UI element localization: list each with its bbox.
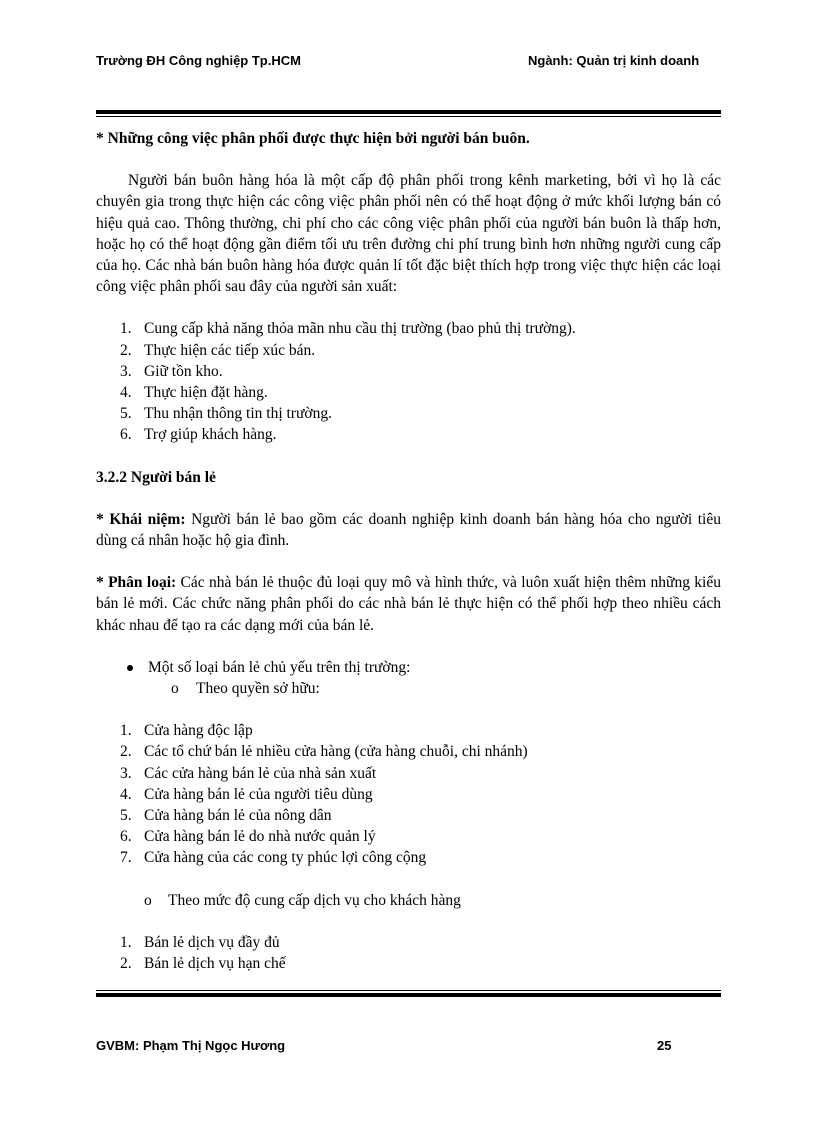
subsection-title: 3.2.2 Người bán lẻ bbox=[96, 468, 216, 486]
list-item: 4. Cửa hàng bán lẻ của người tiêu dùng bbox=[120, 785, 373, 803]
list-item: 1. Bán lẻ dịch vụ đầy đủ bbox=[120, 933, 280, 951]
sub-bullet-service-level: o Theo mức độ cung cấp dịch vụ cho khách hàng bbox=[144, 891, 461, 909]
list-item: 6. Cửa hàng bán lẻ do nhà nước quản lý bbox=[120, 828, 376, 846]
list-item: 2. Bán lẻ dịch vụ hạn chế bbox=[120, 955, 286, 973]
footer-lecturer: GVBM: Phạm Thị Ngọc Hương bbox=[96, 1038, 286, 1053]
footer-rule-thin bbox=[96, 990, 721, 991]
list-item: 7. Cửa hàng của các cong ty phúc lợi công cộng bbox=[120, 849, 427, 867]
page-body bbox=[96, 128, 721, 974]
service-level-list bbox=[96, 932, 721, 974]
paragraph-classification: * Phân loại: Các nhà bán lẻ thuộc đủ loại quy mô và hình thức, và luôn xuất hiện thêm những kiểu bán lẻ mới. Các chức năng phân phối do các nhà bán lẻ thực hiện có thể phối hợp theo nhiều cách khác nhau để tạo ra các dạng mới của bán lẻ. bbox=[96, 574, 721, 634]
list-item: 1. Cung cấp khả năng thỏa mãn nhu cầu thị trường (bao phủ thị trường). bbox=[120, 320, 576, 338]
bullet-item: Một số loại bán lẻ chủ yếu trên thị trường: bbox=[96, 657, 721, 678]
wholesaler-task-list bbox=[96, 318, 721, 445]
paragraph-wholesaler: Người bán buôn hàng hóa là một cấp độ phân phối trong kênh marketing, bởi vì họ là các chuyên gia trong thực hiện các công việc phân phối nên có thể hoạt động ở mức khối lượng bán có hiệu quả cao. Thông thường, chi phí cho các công việc phân phối của người bán buôn là thấp hơn, hoặc họ có thể hoạt động gần điểm tối ưu trên đường chi phí trung bình hơn những người cung cấp của họ. Các nhà bán buôn hàng hóa được quản lí tốt đặc biệt thích hợp trong việc thực hiện các loại công việc phân phối sau đây của người sản xuất: bbox=[96, 172, 721, 296]
header-school: Trường ĐH Công nghiệp Tp.HCM bbox=[96, 53, 301, 68]
list-item: 3. Giữ tồn kho. bbox=[120, 362, 223, 380]
header-major: Ngành: Quản trị kinh doanh bbox=[528, 53, 700, 68]
bullet-dot-icon bbox=[127, 665, 133, 671]
footer-rule-thick bbox=[96, 993, 721, 997]
ownership-list bbox=[96, 720, 721, 868]
list-item: 4. Thực hiện đặt hàng. bbox=[120, 384, 268, 402]
list-item: 3. Các cửa hàng bán lẻ của nhà sản xuất bbox=[120, 764, 377, 782]
header-rule-thick bbox=[96, 110, 721, 114]
sub-bullet-ownership: o Theo quyền sở hữu: bbox=[171, 680, 320, 698]
list-item: 6. Trợ giúp khách hàng. bbox=[120, 426, 277, 444]
list-item: 2. Thực hiện các tiếp xúc bán. bbox=[120, 341, 316, 359]
list-item: 5. Cửa hàng bán lẻ của nông dân bbox=[120, 807, 332, 825]
section-title: * Những công việc phân phối được thực hiện bởi người bán buôn. bbox=[96, 130, 530, 147]
page-number: 25 bbox=[657, 1038, 672, 1053]
list-item: 1. Cửa hàng độc lập bbox=[120, 722, 253, 740]
list-item: 2. Các tổ chứ bán lẻ nhiều cửa hàng (cửa hàng chuỗi, chi nhánh) bbox=[120, 743, 528, 761]
paragraph-concept: * Khái niệm: Người bán lẻ bao gồm các doanh nghiệp kinh doanh bán hàng hóa cho người tiêu dùng cá nhân hoặc hộ gia đình. bbox=[96, 510, 721, 550]
header-rule-thin bbox=[96, 116, 721, 117]
list-item: 5. Thu nhận thông tin thị trường. bbox=[120, 405, 332, 423]
